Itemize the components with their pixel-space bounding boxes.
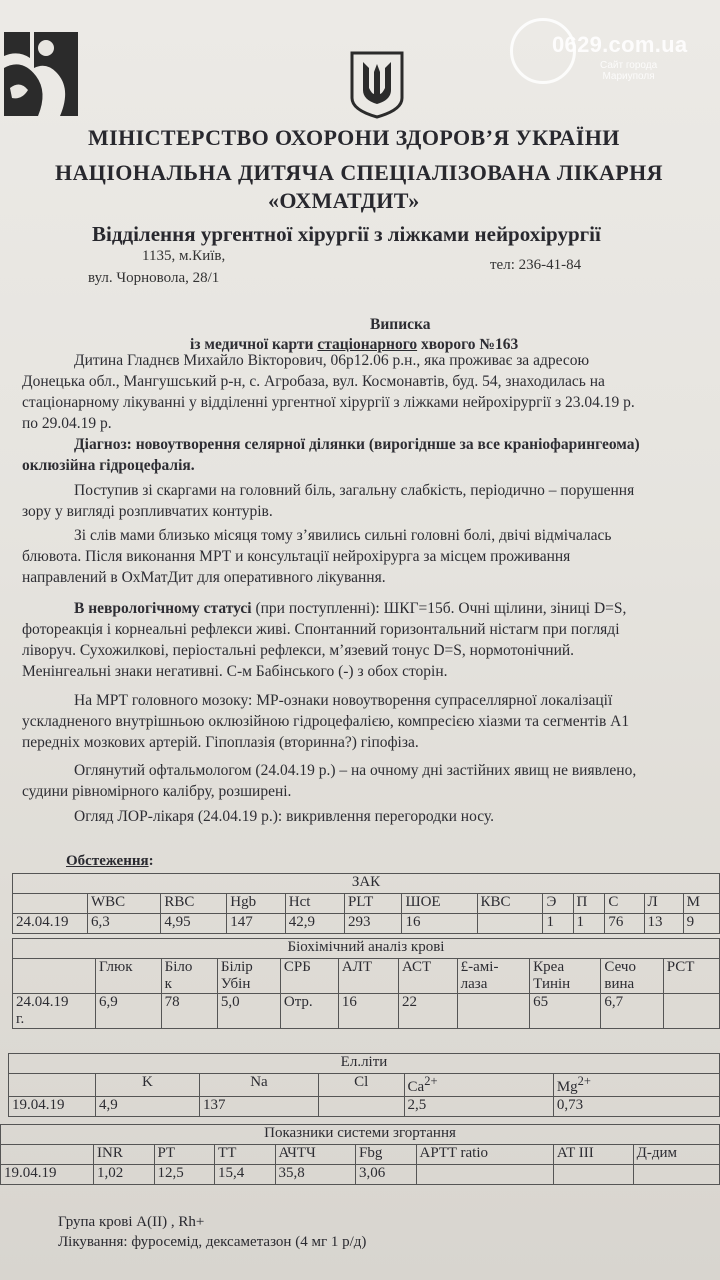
watermark-domain: 0629.com.ua [552, 32, 688, 57]
hospital-logo-icon [0, 28, 82, 120]
mri-paragraph: На МРТ головного мозоку: МР-ознаки новоутворення супраселлярної локалізації ускладненого внутрішньою оклюзійною гідроцефалією, компресією хіазми та сегментів А1 передніх мозкових артерій. Гіпоплазія (вторинна?) гіпофіза. [22, 692, 630, 751]
phone-number: тел: 236-41-84 [490, 257, 582, 273]
history-paragraph: Зі слів мами близько місяця тому з’явились сильні головні болі, двічі відмічалась блювота. Після виконання МРТ и консультації нейрохірурга за місцем проживання направлений в ОхМатДит для оперативного лікування. [22, 527, 612, 586]
patient-paragraph: Дитина Гладнєв Михайло Вікторович, 06р12.06 р.н., яка проживає за адресою Донецька обл., Мангушський р-н, с. Агробаза, вул. Космонавтів, буд. 54, знаходилась на стаціонарному лікуванні у відділенні ургентної хірургії з ліжками нейрохірургії з 23.04.19 р. по 29.04.19 р. [22, 352, 635, 432]
department-title: Відділення ургентної хірургії з ліжками нейрохірургії [92, 222, 601, 246]
hospital-title: НАЦІОНАЛЬНА ДИТЯЧА СПЕЦІАЛІЗОВАНА ЛІКАРНЯ [55, 160, 663, 185]
postal-address: 1135, м.Київ, [142, 248, 226, 264]
electrolytes-title: Ел.літи [9, 1054, 720, 1074]
coagulation-table [0, 1124, 720, 1185]
coagulation-title: Показники системи згортання [1, 1125, 720, 1145]
watermark-subtitle: Сайт города Мариуполя [600, 60, 658, 82]
biochem-table [12, 938, 720, 1029]
street-address: вул. Чорновола, 28/1 [88, 270, 220, 286]
doc-title: Виписка [370, 316, 431, 333]
table-row: 24.04.19 6,3 4,95 147 42,9 293 16 1 1 76 13 9 [13, 914, 720, 934]
complaints-paragraph: Поступив зі скаргами на головний біль, загальну слабкість, періодично – порушення зору у вигляді розпливчатих контурів. [22, 482, 635, 520]
table-row: 19.04.19 4,9 137 2,5 0,73 [9, 1097, 720, 1117]
doc-subtitle: із медичної карти стаціонарного хворого №163 [190, 336, 519, 353]
table-row: 19.04.19 1,02 12,5 15,4 35,8 3,06 [1, 1165, 720, 1185]
blood-group: Група крові A(II) , Rh+ [58, 1214, 205, 1230]
table-row: K Na Cl $Ca^{2+}$ $Mg^{2+}$ [9, 1074, 720, 1097]
exam-label: Обстеження: [66, 853, 154, 869]
hospital-name: «ОХМАТДИТ» [268, 188, 420, 213]
neuro-paragraph: В неврологічному статусі (при поступленні): ШКГ=15б. Очні щілини, зіниці D=S, фотореакція і корнеальні рефлекси живі. Спонтанний горизонтальний ністагм при погляді ліворуч. Сухожилкові, періостальні рефлекси, м’язевий тонус D=S, нормотонічний. Менінгеальні знаки негативні. С-м Бабінського (-) з обох сторін. [22, 600, 627, 680]
ophthalmology-paragraph: Оглянутий офтальмологом (24.04.19 р.) – на очному дні застійних явищ не виявлено, судини рівномірного калібру, розширені. [22, 762, 637, 800]
table-row: 24.04.19 г. 6,9 78 5,0 Отр. 16 22 65 6,7 [13, 994, 720, 1029]
cbc-table [12, 873, 720, 934]
treatment: Лікування: фуросемід, дексаметазон (4 мг 1 р/д) [58, 1234, 367, 1250]
cbc-title: ЗАК [13, 874, 720, 894]
table-row: INR PT TT АЧТЧ Fbg APTT ratio AT III Д-дим [1, 1145, 720, 1165]
site-watermark [510, 18, 710, 88]
electrolytes-table [8, 1053, 720, 1117]
table-row: WBC RBC Hgb Hct PLT ШОЕ КВС Э П С Л М [13, 894, 720, 914]
biochem-title: Біохімічний аналіз крові [13, 939, 720, 959]
diagnosis-paragraph: Діагноз: новоутворення селярної ділянки (вирогіднше за все краніофарингеома) оклюзійна гідроцефалія. [22, 436, 640, 474]
ministry-title: МІНІСТЕРСТВО ОХОРОНИ ЗДОРОВ’Я УКРАЇНИ [88, 125, 620, 150]
table-row: Глюк Біло к Білір Убін СРБ АЛТ АСТ £-амі- лаза Креа Тинін Сечо вина РСТ [13, 959, 720, 994]
ent-paragraph: Огляд ЛОР-лікаря (24.04.19 р.): викривлення перегородки носу. [74, 808, 494, 825]
coat-of-arms-icon [349, 50, 405, 120]
